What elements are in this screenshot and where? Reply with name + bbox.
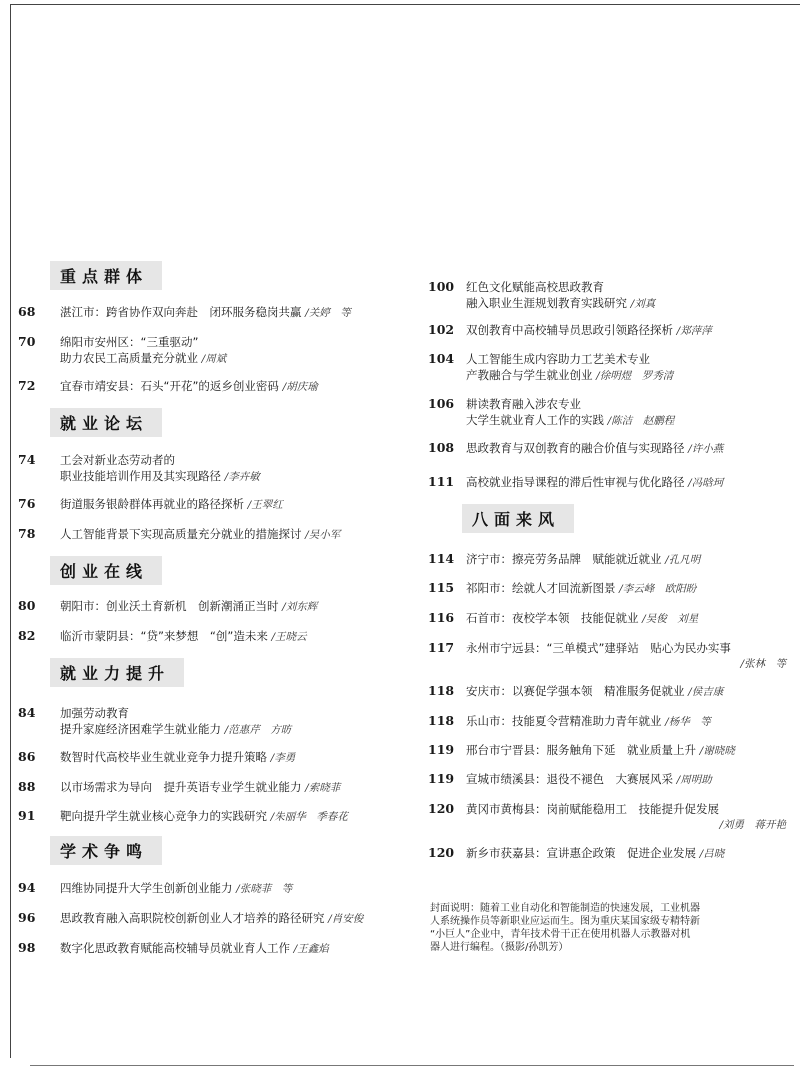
section-heading-luntan: 就业论坛 (50, 408, 162, 437)
entry-title: 人工智能生成内容助力工艺美术专业 (466, 352, 650, 366)
entry-title: 红色文化赋能高校思政教育 (466, 280, 604, 294)
section-heading-zhengming: 学术争鸣 (50, 836, 162, 865)
entry-author: /王翠红 (247, 499, 283, 511)
page-number: 74 (18, 452, 36, 467)
entry-title: 宣城市绩溪县：退役不褪色 大赛展风采 (466, 772, 673, 786)
entry-author: /刘勇 蒋开艳 (719, 819, 786, 831)
entry-title-line2: 融入职业生涯规划教育实践研究 (466, 296, 627, 310)
section-heading-zhongdian: 重点群体 (50, 261, 162, 290)
page-number: 102 (428, 322, 455, 337)
entry-title: 四维协同提升大学生创新创业能力 (60, 881, 233, 895)
page-number: 96 (18, 910, 36, 925)
entry-author: /王鑫焰 (293, 943, 329, 955)
page-number: 98 (18, 940, 36, 955)
page-number: 119 (428, 771, 455, 786)
page-number: 82 (18, 628, 36, 643)
entry-author: /范惠芹 方昉 (224, 724, 292, 736)
page-number: 104 (428, 351, 455, 366)
section-heading-tisheng: 就业力提升 (50, 658, 184, 687)
entry-author: /许小燕 (688, 443, 724, 455)
entry-title: 石首市：夜校学本领 技能促就业 (466, 611, 639, 625)
page-number: 78 (18, 526, 36, 541)
entry-author: /刘真 (630, 298, 656, 310)
entry-author: /吕晓 (699, 848, 725, 860)
page-number: 119 (428, 742, 455, 757)
entry-author: /侯吉康 (688, 686, 724, 698)
entry-author: /关婷 等 (305, 307, 351, 319)
entry-title: 湛江市：跨省协作双向奔赴 闭环服务稳岗共赢 (60, 305, 302, 319)
entry-title: 以市场需求为导向 提升英语专业学生就业能力 (60, 780, 302, 794)
entry-author: /吴小军 (305, 529, 341, 541)
page-number: 120 (428, 845, 455, 860)
entry-title: 思政教育与双创教育的融合价值与实现路径 (466, 441, 685, 455)
entry-author: /陈洁 赵鹏程 (607, 415, 675, 427)
page-number: 118 (428, 713, 455, 728)
entry-title-line2: 大学生就业育人工作的实践 (466, 413, 604, 427)
cover-note-line: 人系统操作员等新职业应运而生。图为重庆某国家级专精特新 (430, 916, 700, 927)
entry-title-line2: 产教融合与学生就业创业 (466, 368, 593, 382)
entry-author: /李卉敏 (224, 471, 260, 483)
page-number: 91 (18, 808, 36, 823)
entry-title: 宜春市靖安县：石头“开花”的返乡创业密码 (60, 379, 279, 393)
entry-author: /胡庆瑜 (282, 381, 318, 393)
entry-title: 数智时代高校毕业生就业竞争力提升策略 (60, 750, 267, 764)
page-number: 80 (18, 598, 36, 613)
page-number: 108 (428, 440, 455, 455)
page-number: 111 (428, 474, 455, 489)
page-number: 76 (18, 496, 36, 511)
entry-author: /朱丽华 季春花 (270, 811, 348, 823)
entry-title: 绵阳市安州区：“三重驱动” (60, 335, 199, 349)
page-number: 72 (18, 378, 36, 393)
page-number: 115 (428, 580, 455, 595)
entry-title: 济宁市：擦亮劳务品牌 赋能就近就业 (466, 552, 662, 566)
entry-author: /吴俊 刘星 (642, 613, 699, 625)
entry-title: 靶向提升学生就业核心竞争力的实践研究 (60, 809, 267, 823)
entry-author: /周斌 (201, 353, 227, 365)
page-number: 100 (428, 279, 455, 294)
entry-title: 加强劳动教育 (60, 706, 129, 720)
section-heading-zaixian: 创业在线 (50, 556, 162, 585)
page-number: 116 (428, 610, 455, 625)
entry-title: 祁阳市：绘就人才回流新图景 (466, 581, 616, 595)
bottom-rule (30, 1065, 794, 1066)
entry-author: /张晓菲 等 (236, 883, 293, 895)
entry-author: /张林 等 (740, 658, 786, 670)
entry-author: /徐明煜 罗秀清 (596, 370, 674, 382)
cover-note-line: 封面说明：随着工业自动化和智能制造的快速发展，工业机器 (430, 903, 700, 914)
entry-title: 双创教育中高校辅导员思政引领路径探析 (466, 323, 673, 337)
entry-title: 街道服务银龄群体再就业的路径探析 (60, 497, 244, 511)
cover-note (430, 902, 770, 954)
entry-title: 高校就业指导课程的滞后性审视与优化路径 (466, 475, 685, 489)
entry-title-line2: 职业技能培训作用及其实现路径 (60, 469, 221, 483)
entry-title: 永州市宁远县：“三单模式”建驿站 贴心为民办实事 (466, 641, 731, 655)
cover-note-line: “小巨人”企业中，青年技术骨干正在使用机器人示教器对机 (430, 929, 691, 940)
entry-title: 朝阳市：创业沃土育新机 创新潮涌正当时 (60, 599, 279, 613)
entry-title: 新乡市获嘉县：宣讲惠企政策 促进企业发展 (466, 846, 696, 860)
entry-title-line2: 提升家庭经济困难学生就业能力 (60, 722, 221, 736)
entry-title: 临沂市蒙阴县：“贷”来梦想 “创”造未来 (60, 629, 268, 643)
page-number: 120 (428, 801, 455, 816)
page-number: 88 (18, 779, 36, 794)
entry-title: 安庆市：以赛促学强本领 精准服务促就业 (466, 684, 685, 698)
page-number: 94 (18, 880, 36, 895)
page-number: 117 (428, 640, 455, 655)
page-number: 106 (428, 396, 455, 411)
entry-author: /肖安俊 (328, 913, 364, 925)
entry-title: 黄冈市黄梅县：岗前赋能稳用工 技能提升促发展 (466, 802, 719, 816)
entry-author: /谢晓晓 (699, 745, 735, 757)
page-number: 118 (428, 683, 455, 698)
cover-note-line: 器人进行编程。（摄影/孙凯芳） (430, 942, 569, 953)
entry-title: 人工智能背景下实现高质量充分就业的措施探讨 (60, 527, 302, 541)
entry-title: 乐山市：技能夏令营精准助力青年就业 (466, 714, 662, 728)
entry-title: 数字化思政教育赋能高校辅导员就业育人工作 (60, 941, 290, 955)
entry-author: /孔凡明 (665, 554, 701, 566)
entry-title: 耕读教育融入涉农专业 (466, 397, 581, 411)
entry-title: 邢台市宁晋县：服务触角下延 就业质量上升 (466, 743, 696, 757)
entry-title-line2: 助力农民工高质量充分就业 (60, 351, 198, 365)
entry-author: /杨华 等 (665, 716, 711, 728)
entry-author: /冯晗珂 (688, 477, 724, 489)
entry-title: 思政教育融入高职院校创新创业人才培养的路径研究 (60, 911, 325, 925)
page-number: 86 (18, 749, 36, 764)
entry-author: /刘东辉 (282, 601, 318, 613)
left-rule (10, 4, 11, 1058)
page-number: 70 (18, 334, 36, 349)
page-number: 68 (18, 304, 36, 319)
section-heading-bamian: 八面来风 (462, 504, 574, 533)
top-rule (10, 4, 800, 5)
entry-author: /李云峰 欧阳盼 (619, 583, 697, 595)
page-number: 84 (18, 705, 36, 720)
entry-author: /郑萍萍 (676, 325, 712, 337)
page-number: 114 (428, 551, 455, 566)
entry-author: /王晓云 (271, 631, 307, 643)
entry-author: /索晓菲 (305, 782, 341, 794)
entry-author: /周明助 (676, 774, 712, 786)
entry-author: /李勇 (270, 752, 296, 764)
entry-title: 工会对新业态劳动者的 (60, 453, 175, 467)
